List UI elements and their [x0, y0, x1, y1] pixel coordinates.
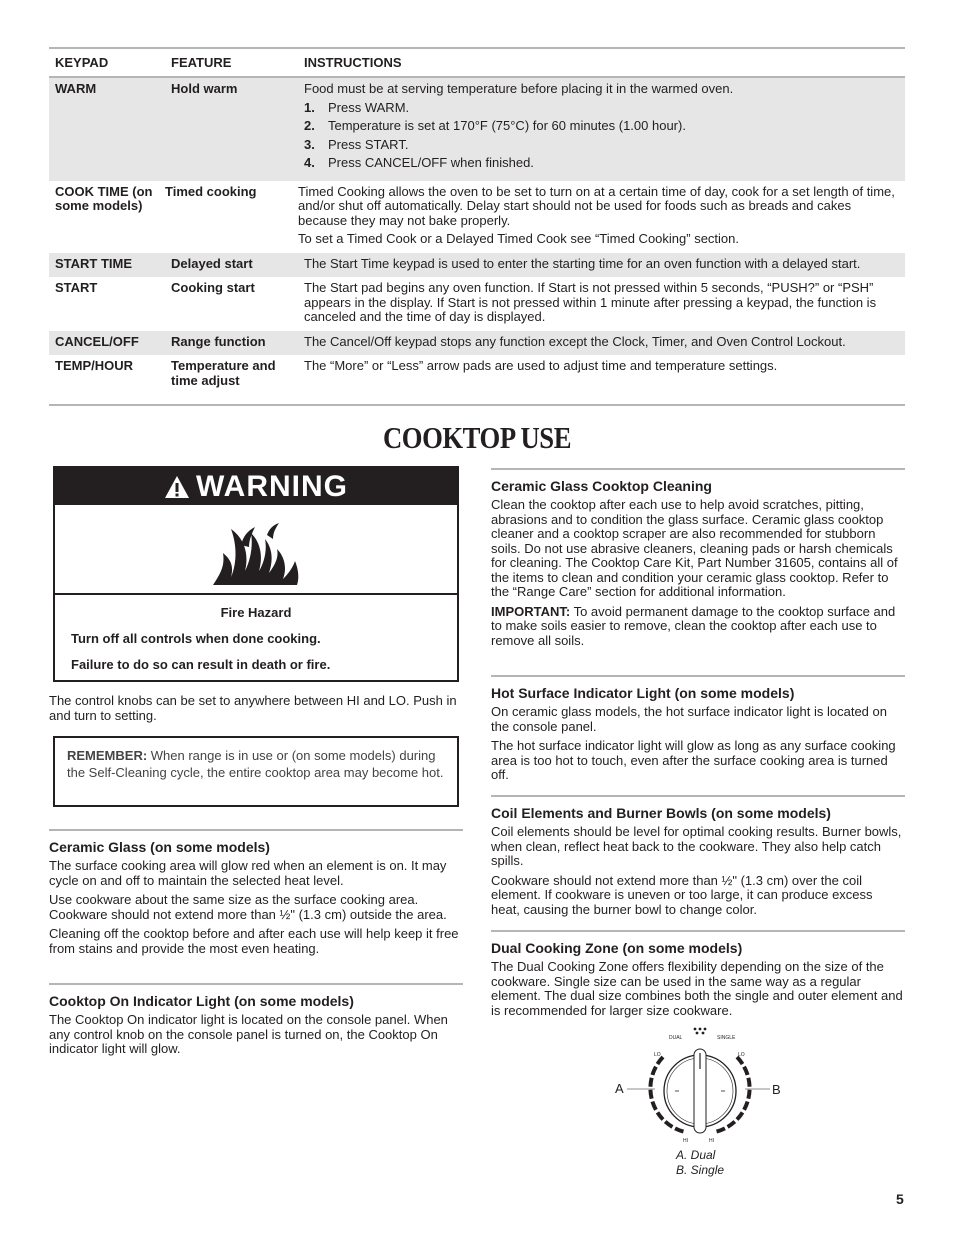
section-ceramic-glass	[49, 829, 463, 961]
keypad-cell: COOK TIME (on some models)	[55, 183, 153, 213]
remember-box	[53, 736, 459, 807]
section-heading: Ceramic Glass (on some models)	[49, 839, 270, 855]
warning-line: Turn off all controls when done cooking.	[71, 631, 321, 646]
section-cooktop-on-light	[49, 983, 463, 1062]
warning-heading: WARNING	[196, 469, 348, 503]
section-paragraph: Use cookware about the same size as the surface cooking area. Cookware should not extend more than ½" (1.3 cm) outside the area.	[49, 892, 447, 922]
label-a: A	[615, 1081, 624, 1096]
table-row	[49, 331, 905, 356]
dual-zone-knob-figure	[615, 1025, 785, 1145]
step-item: 1. Press WARM.	[304, 99, 410, 115]
feature-cell: Temperature and time adjust	[171, 358, 276, 388]
feature-cell: Range function	[171, 333, 266, 349]
section-heading: Cooktop On Indicator Light (on some models)	[49, 993, 354, 1009]
section-heading: Dual Cooking Zone (on some models)	[491, 940, 743, 956]
flame-symbol-icon	[694, 1028, 707, 1035]
step-item: 2. Temperature is set at 170°F (75°C) for 60 minutes (1.00 hour).	[304, 118, 686, 133]
knob-dual-label: DUAL	[669, 1035, 683, 1041]
table-row	[49, 253, 905, 278]
legend-a: A. Dual	[676, 1148, 716, 1162]
section-heading: Coil Elements and Burner Bowls (on some models)	[491, 805, 831, 821]
section-heading: Ceramic Glass Cooktop Cleaning	[491, 478, 712, 494]
section-paragraph: Cookware should not extend more than ½" (1.3 cm) over the coil element. If cookware is uneven or too large, it can produce excess heat, causing the burner bowl to change color.	[491, 872, 873, 917]
feature-cell: Timed cooking	[165, 183, 257, 199]
figure-legend	[676, 1148, 724, 1178]
feature-cell: Cooking start	[171, 280, 255, 295]
important-paragraph: IMPORTANT: To avoid permanent damage to the cooktop surface and to make soils easier to remove, clean the cooktop after each use to remove all soils.	[491, 603, 896, 648]
instructions-cell	[304, 281, 905, 325]
instructions-cell	[304, 82, 905, 175]
header-instructions: INSTRUCTIONS	[304, 55, 402, 70]
section-paragraph: On ceramic glass models, the hot surface indicator light is located on the console panel.	[491, 704, 887, 734]
header-feature: FEATURE	[171, 55, 232, 70]
instruction-text: The “More” or “Less” arrow pads are used to adjust time and temperature settings.	[304, 358, 778, 373]
header-keypad: KEYPAD	[55, 55, 109, 70]
legend-b: B. Single	[676, 1163, 725, 1177]
warning-text	[55, 605, 457, 672]
step-item: 3. Press START.	[304, 136, 409, 152]
fire-image-area	[55, 505, 457, 595]
section-cooktop-cleaning	[491, 468, 905, 653]
warning-triangle-icon	[164, 475, 190, 499]
feature-cell: Hold warm	[171, 81, 238, 96]
table-header	[49, 49, 905, 78]
knob-lo-right: LO	[738, 1052, 745, 1058]
instruction-text: Food must be at serving temperature before placing it in the warmed oven.	[304, 81, 734, 96]
table-row	[49, 78, 905, 181]
instructions-cell	[298, 185, 899, 247]
keypad-cell: WARM	[55, 81, 97, 96]
section-paragraph: Cleaning off the cooktop before and after each use will help keep it free from stains and provide the most even heating.	[49, 926, 459, 956]
keypad-cell: START	[55, 280, 98, 295]
instruction-text: The Start Time keypad is used to enter the starting time for an oven function with a delayed start.	[304, 255, 861, 271]
section-paragraph: The Cooktop On indicator light is located on the console panel. When any control knob on the console panel is turned on, the Cooktop On indicator light will glow.	[49, 1012, 448, 1056]
instruction-text: Timed Cooking allows the oven to be set to turn on at a certain time of day, cook for a set length of time, and/or shut off automatically. Delay start should not be used for foods such as breads and cakes because they may not bake properly.	[298, 183, 895, 228]
warning-line: Failure to do so can result in death or fire.	[71, 657, 331, 672]
section-coil-elements	[491, 795, 905, 922]
table-row	[49, 355, 905, 404]
knob-single-label: SINGLE	[717, 1035, 736, 1041]
knob-hi-right: HI	[709, 1138, 714, 1144]
remember-label: REMEMBER:	[67, 748, 148, 763]
instruction-text: The Cancel/Off keypad stops any function except the Clock, Timer, and Oven Control Lockout.	[304, 333, 846, 349]
instruction-text: The Start pad begins any oven function. If Start is not pressed within 5 seconds, “PUSH?” or “PSH” appears in the display. If Start is not pressed within 1 minute after pressing a keypad, the function is canceled and the time of day is displayed.	[304, 280, 877, 324]
instruction-steps	[304, 101, 905, 171]
hazard-name: Fire Hazard	[220, 605, 292, 620]
page-number: 5	[896, 1191, 904, 1207]
keypad-cell: TEMP/HOUR	[55, 358, 133, 373]
section-dual-zone	[491, 930, 905, 1023]
knobs-paragraph: The control knobs can be set to anywhere between HI and LO. Push in and turn to setting.	[49, 693, 457, 723]
section-paragraph: The hot surface indicator light will glow as long as any surface cooking area is too hot to touch, even after the surface cooking area is turned off.	[491, 738, 896, 782]
instructions-cell	[304, 335, 905, 350]
feature-cell: Delayed start	[171, 255, 253, 271]
keypad-cell: CANCEL/OFF	[55, 333, 139, 349]
section-paragraph: The Dual Cooking Zone offers flexibility depending on the size of the cookware. Single size can be used in the same way as a regular element. The dual size combines both the single and outer element and is recommended for larger size cookware.	[491, 959, 903, 1018]
table-row	[49, 277, 905, 331]
instructions-cell	[304, 257, 905, 272]
label-b: B	[772, 1082, 781, 1097]
keypad-cell: START TIME	[55, 255, 133, 271]
keypad-table	[49, 47, 905, 406]
fire-icon	[211, 515, 301, 587]
page-title: COOKTOP USE	[382, 420, 572, 455]
section-hot-surface-light	[491, 675, 905, 788]
section-heading: Hot Surface Indicator Light (on some models)	[491, 685, 795, 701]
warning-header	[55, 468, 457, 505]
table-row	[49, 181, 905, 253]
knob-hi-left: HI	[683, 1138, 688, 1144]
step-item: 4. Press CANCEL/OFF when finished.	[304, 155, 534, 170]
knob-lo-left: LO	[654, 1052, 661, 1058]
section-paragraph: Clean the cooktop after each use to help avoid scratches, pitting, abrasions and to condition the glass surface. Ceramic glass cooktop cleaner and a cooktop scraper are also recommended for stubborn soils. Do not use abrasive cleaners, cleaning pads or harsh chemicals for cleaning. The Cooktop Care Kit, Part Number 31605, contains all of the items to clean and condition your ceramic glass cooktop. Refer to the “Range Care” section for additional information.	[491, 497, 898, 599]
instruction-text: To set a Timed Cook or a Delayed Timed Cook see “Timed Cooking” section.	[298, 231, 739, 246]
section-paragraph: The surface cooking area will glow red when an element is on. It may cycle on and off to maintain the selected heat level.	[49, 858, 447, 888]
remember-text: When range is in use or (on some models) during the Self-Cleaning cycle, the entire cooktop area may become hot.	[67, 748, 444, 780]
section-paragraph: Coil elements should be level for optimal cooking results. Burner bowls, when clean, reflect heat back to the cookware. They also help catch spills.	[491, 824, 902, 868]
warning-box	[53, 466, 459, 682]
instructions-cell	[304, 359, 905, 388]
